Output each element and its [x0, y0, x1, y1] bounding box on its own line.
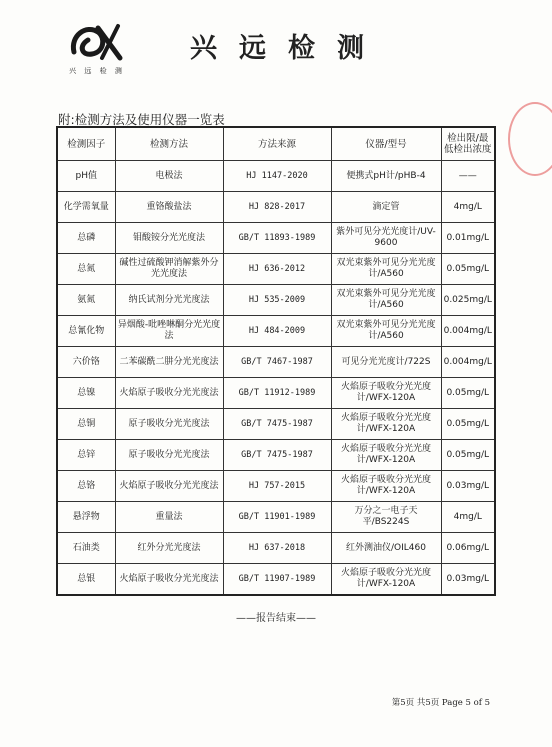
- cell-method: 红外分光光度法: [115, 533, 223, 564]
- cell-source: HJ 535-2009: [223, 285, 331, 316]
- cell-instrument: 火焰原子吸收分光光度计/WFX-120A: [331, 409, 441, 440]
- cell-limit: 0.05mg/L: [441, 378, 495, 409]
- methods-table: [56, 126, 496, 596]
- cell-source: GB/T 7475-1987: [223, 409, 331, 440]
- cell-source: HJ 484-2009: [223, 316, 331, 347]
- table-row: [57, 440, 495, 471]
- cell-source: GB/T 7475-1987: [223, 440, 331, 471]
- table-header-row: [57, 127, 495, 161]
- cell-method: 火焰原子吸收分光光度法: [115, 564, 223, 596]
- cell-limit: 0.004mg/L: [441, 347, 495, 378]
- column-header: 检测因子: [57, 127, 115, 161]
- red-seal-stamp: [508, 102, 552, 176]
- cell-limit: 0.05mg/L: [441, 440, 495, 471]
- cell-source: HJ 757-2015: [223, 471, 331, 502]
- cell-instrument: 滴定管: [331, 192, 441, 223]
- cell-method: 二苯碳酰二肼分光光度法: [115, 347, 223, 378]
- cell-instrument: 火焰原子吸收分光光度计/WFX-120A: [331, 440, 441, 471]
- cell-factor: 总磷: [57, 223, 115, 254]
- cell-instrument: 便携式pH计/pHB-4: [331, 161, 441, 192]
- cell-source: HJ 636-2012: [223, 254, 331, 285]
- column-header: 方法来源: [223, 127, 331, 161]
- cell-instrument: 红外测油仪/OIL460: [331, 533, 441, 564]
- cell-method: 原子吸收分光光度法: [115, 409, 223, 440]
- cell-source: GB/T 11907-1989: [223, 564, 331, 596]
- table-row: [57, 533, 495, 564]
- logo-mark-icon: [68, 18, 124, 64]
- cell-instrument: 火焰原子吸收分光光度计/WFX-120A: [331, 564, 441, 596]
- cell-instrument: 双光束紫外可见分光光度计/A560: [331, 285, 441, 316]
- cell-limit: 4mg/L: [441, 192, 495, 223]
- cell-instrument: 火焰原子吸收分光光度计/WFX-120A: [331, 378, 441, 409]
- cell-limit: ——: [441, 161, 495, 192]
- cell-method: 异烟酸-吡唑啉酮分光光度法: [115, 316, 223, 347]
- logo-text: 兴 远 检 测: [69, 67, 125, 75]
- company-name: 兴远检测: [190, 33, 386, 64]
- table-row: [57, 285, 495, 316]
- cell-limit: 0.004mg/L: [441, 316, 495, 347]
- cell-factor: 总镍: [57, 378, 115, 409]
- cell-limit: 0.05mg/L: [441, 254, 495, 285]
- cell-factor: 六价铬: [57, 347, 115, 378]
- cell-method: 重铬酸盐法: [115, 192, 223, 223]
- cell-instrument: 紫外可见分光光度计/UV-9600: [331, 223, 441, 254]
- cell-instrument: 双光束紫外可见分光光度计/A560: [331, 254, 441, 285]
- table-row: [57, 502, 495, 533]
- cell-instrument: 双光束紫外可见分光光度计/A560: [331, 316, 441, 347]
- table-row: [57, 316, 495, 347]
- cell-factor: 氨氮: [57, 285, 115, 316]
- cell-method: 火焰原子吸收分光光度法: [115, 378, 223, 409]
- cell-factor: 总氰化物: [57, 316, 115, 347]
- table-row: [57, 564, 495, 596]
- cell-factor: 总锌: [57, 440, 115, 471]
- cell-factor: 总铬: [57, 471, 115, 502]
- cell-limit: 4mg/L: [441, 502, 495, 533]
- cell-method: 碱性过硫酸钾消解紫外分光光度法: [115, 254, 223, 285]
- table-row: [57, 223, 495, 254]
- company-logo: [62, 18, 132, 78]
- cell-source: HJ 828-2017: [223, 192, 331, 223]
- column-header: 仪器/型号: [331, 127, 441, 161]
- cell-limit: 0.01mg/L: [441, 223, 495, 254]
- table-row: [57, 471, 495, 502]
- cell-factor: 悬浮物: [57, 502, 115, 533]
- cell-method: 重量法: [115, 502, 223, 533]
- table-row: [57, 409, 495, 440]
- cell-instrument: 可见分光光度计/722S: [331, 347, 441, 378]
- report-end-marker: ——报告结束——: [236, 613, 316, 624]
- cell-factor: 总铜: [57, 409, 115, 440]
- cell-source: HJ 637-2018: [223, 533, 331, 564]
- column-header: 检出限/最低检出浓度: [441, 127, 495, 161]
- column-header: 检测方法: [115, 127, 223, 161]
- cell-method: 钼酸铵分光光度法: [115, 223, 223, 254]
- table-row: [57, 347, 495, 378]
- table-row: [57, 161, 495, 192]
- cell-method: 原子吸收分光光度法: [115, 440, 223, 471]
- cell-factor: 总氮: [57, 254, 115, 285]
- cell-limit: 0.03mg/L: [441, 471, 495, 502]
- cell-limit: 0.05mg/L: [441, 409, 495, 440]
- cell-instrument: 万分之一电子天平/BS224S: [331, 502, 441, 533]
- cell-limit: 0.03mg/L: [441, 564, 495, 596]
- table-title: 附:检测方法及使用仪器一览表: [58, 112, 225, 127]
- cell-source: HJ 1147-2020: [223, 161, 331, 192]
- cell-factor: 石油类: [57, 533, 115, 564]
- page-number: 第5页 共5页 Page 5 of 5: [391, 698, 490, 708]
- cell-source: GB/T 11893-1989: [223, 223, 331, 254]
- cell-limit: 0.025mg/L: [441, 285, 495, 316]
- cell-method: 纳氏试剂分光光度法: [115, 285, 223, 316]
- cell-instrument: 火焰原子吸收分光光度计/WFX-120A: [331, 471, 441, 502]
- cell-method: 电极法: [115, 161, 223, 192]
- cell-source: GB/T 11912-1989: [223, 378, 331, 409]
- cell-limit: 0.06mg/L: [441, 533, 495, 564]
- cell-factor: 总银: [57, 564, 115, 596]
- cell-source: GB/T 11901-1989: [223, 502, 331, 533]
- cell-factor: 化学需氧量: [57, 192, 115, 223]
- table-row: [57, 192, 495, 223]
- cell-method: 火焰原子吸收分光光度法: [115, 471, 223, 502]
- table-row: [57, 254, 495, 285]
- cell-factor: pH值: [57, 161, 115, 192]
- cell-source: GB/T 7467-1987: [223, 347, 331, 378]
- table-row: [57, 378, 495, 409]
